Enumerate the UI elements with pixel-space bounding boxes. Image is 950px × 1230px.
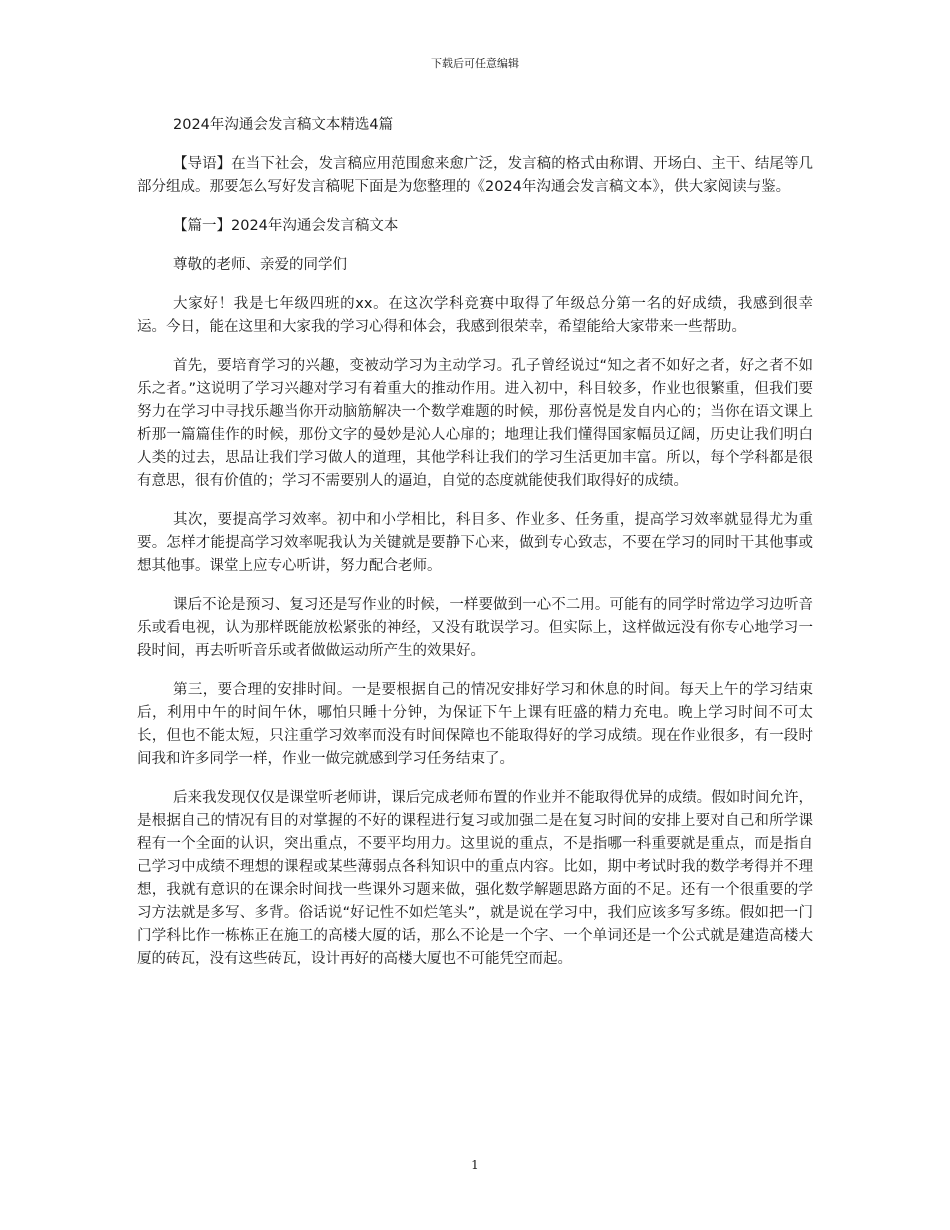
body-paragraph: 大家好！我是七年级四班的xx。在这次学科竞赛中取得了年级总分第一名的好成绩，我感到很幸运。今日，能在这里和大家我的学习心得和体会，我感到很荣幸，希望能给大家带来一些帮助。: [137, 296, 813, 335]
body-paragraph: 第三，要合理的安排时间。一是要根据自己的情况安排好学习和休息的时间。每天上午的学习结束后，利用中午的时间午休，哪怕只睡十分钟，为保证下午上课有旺盛的精力充电。晚上学习时间不可太长，但也不能太短，只注重学习效率而没有时间保障也不能取得好的学习成绩。现在作业很多，有一段时间我和许多同学一样，作业一做完就感到学习任务结束了。: [137, 682, 813, 767]
body-paragraph: 后来我发现仅仅是课堂听老师讲，课后完成老师布置的作业并不能取得优异的成绩。假如时间允许，是根据自己的情况有目的对掌握的不好的课程进行复习或加强二是在复习时间的安排上要对自己和所学课程有一个全面的认识，突出重点，不要平均用力。这里说的重点，不是指哪一科重要就是重点，而是指自己学习中成绩不理想的课程或某些薄弱点各科知识中的重点内容。比如，期中考试时我的数学考得并不理想，我就有意识的在课余时间找一些课外习题来做，强化数学解题思路方面的不足。还有一个很重要的学习方法就是多写、多背。俗话说“好记性不如烂笔头”，就是说在学习中，我们应该多写多练。假如把一门门学科比作一栋栋正在施工的高楼大厦的话，那么不论是一个字、一个单词还是一个公式就是建造高楼大厦的砖瓦，没有这些砖瓦，设计再好的高楼大厦也不可能凭空而起。: [137, 790, 813, 967]
salutation: 尊敬的老师、亲爱的同学们: [173, 257, 347, 273]
document-title: 2024年沟通会发言稿文本精选4篇: [173, 117, 394, 133]
body-paragraph: 首先，要培育学习的兴趣，变被动学习为主动学习。孔子曾经说过“知之者不如好之者，好之者不如乐之者。”这说明了学习兴趣对学习有着重大的推动作用。进入初中，科目较多，作业也很繁重，但我们要努力在学习中寻找乐趣当你开动脑筋解决一个数学难题的时候，那份喜悦是发自内心的；当你在语文课上析那一篇篇佳作的时候，那份文字的曼妙是沁人心扉的；地理让我们懂得国家幅员辽阔，历史让我们明白人类的过去，思品让我们学习做人的道理，其他学科让我们的学习生活更加丰富。所以，每个学科都是很有意思，很有价值的；学习不需要别人的逼迫，自觉的态度就能使我们取得好的成绩。: [137, 358, 813, 489]
page-number: 1: [471, 1158, 479, 1172]
document-body: [137, 114, 813, 987]
page-header: 下载后可任意编辑: [431, 57, 519, 70]
intro-paragraph: 【导语】在当下社会，发言稿应用范围愈来愈广泛，发言稿的格式由称谓、开场白、主干、结尾等几部分组成。那要怎么写好发言稿呢下面是为您整理的《2024年沟通会发言稿文本》，供大家阅读与鉴。: [137, 156, 813, 195]
body-paragraph: 其次，要提高学习效率。初中和小学相比，科目多、作业多、任务重，提高学习效率就显得尤为重要。怎样才能提高学习效率呢我认为关键就是要静下心来，做到专心致志，不要在学习的同时干其他事或想其他事。课堂上应专心听讲，努力配合老师。: [137, 512, 813, 574]
body-paragraph: 课后不论是预习、复习还是写作业的时候，一样要做到一心不二用。可能有的同学时常边学习边听音乐或看电视，认为那样既能放松紧张的神经，又没有耽误学习。但实际上，这样做远没有你专心地学习一段时间，再去听听音乐或者做做运动所产生的效果好。: [137, 597, 813, 659]
section-heading: 【篇一】2024年沟通会发言稿文本: [173, 218, 399, 234]
